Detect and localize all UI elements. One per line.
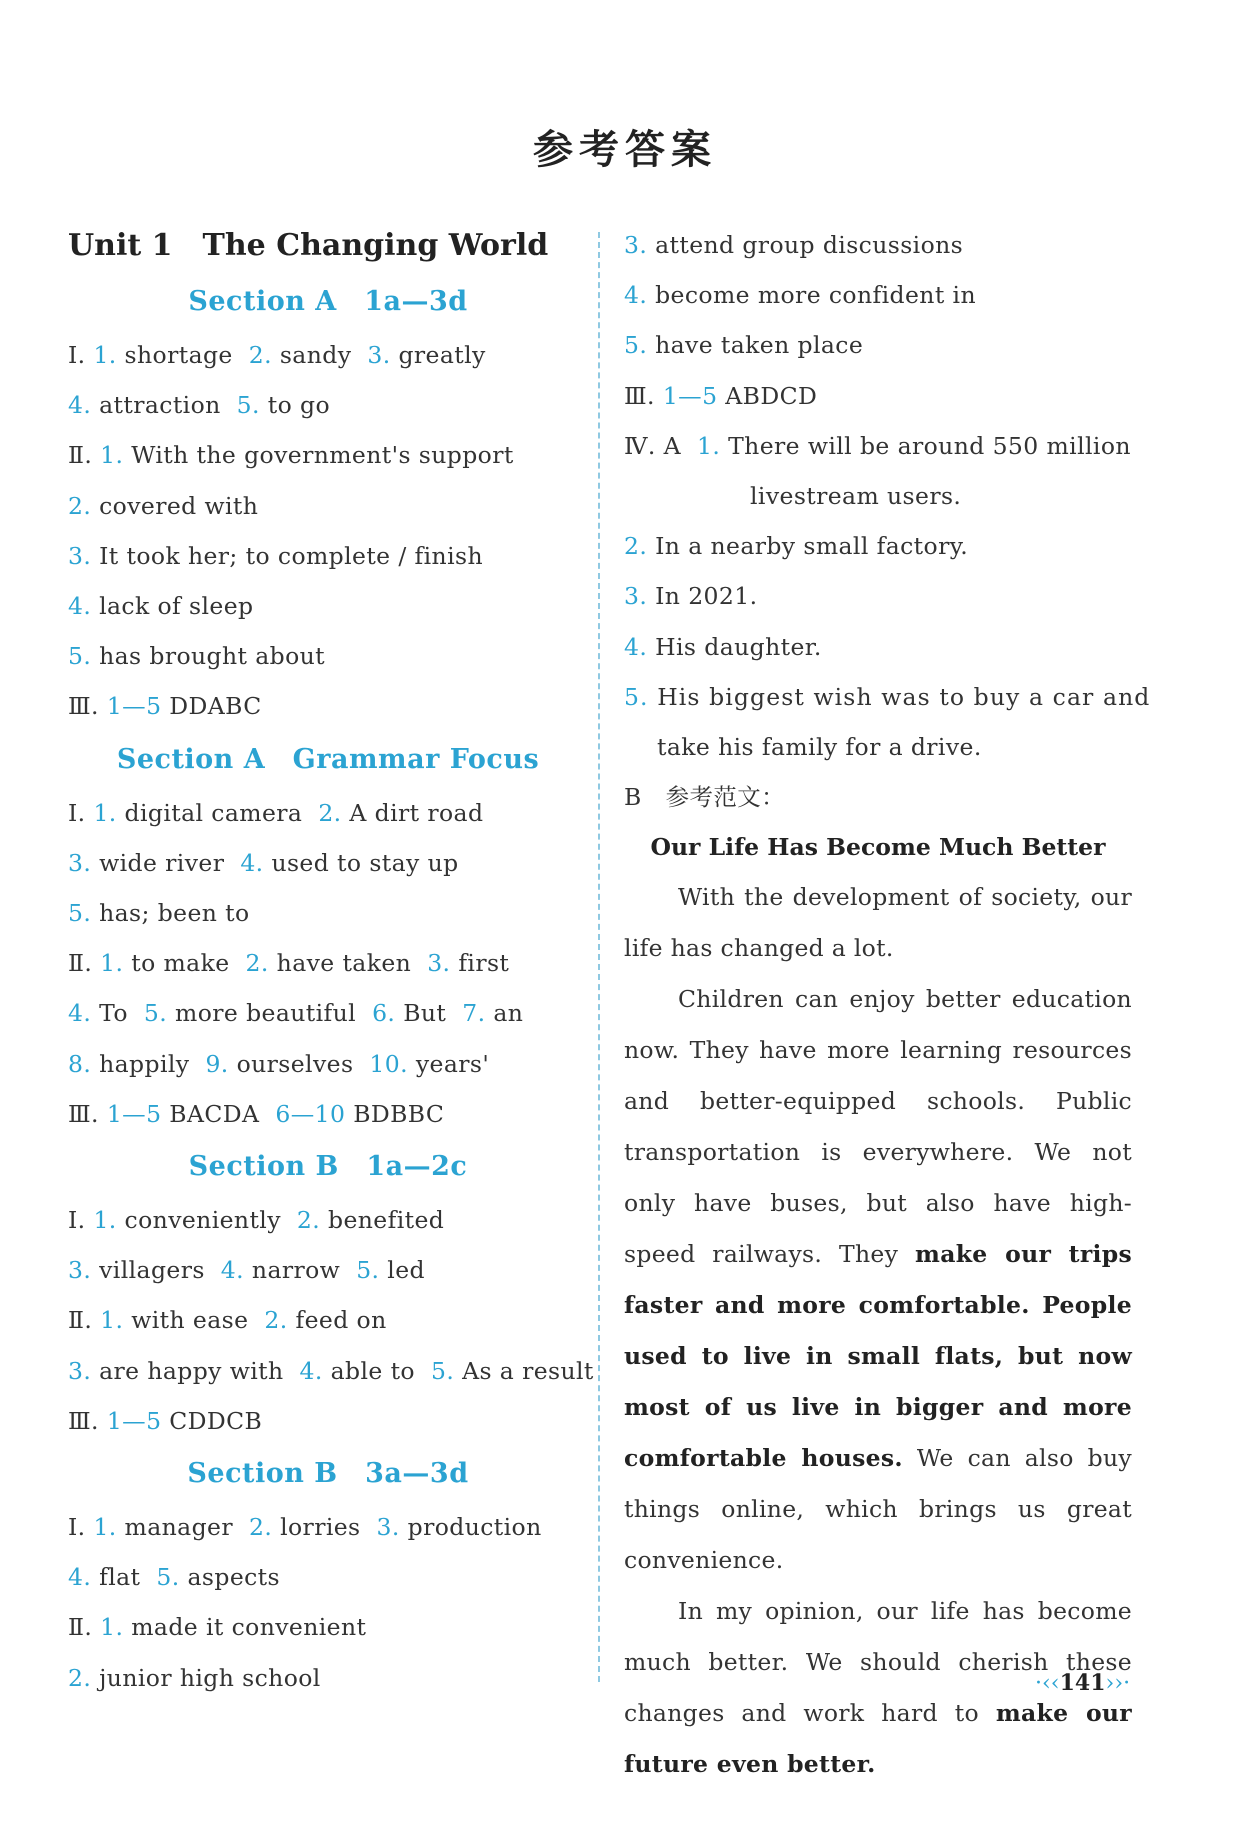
answer-line: 5. has brought about (68, 642, 326, 671)
answer-line: 5. His biggest wish was to buy a car and (624, 682, 1151, 711)
answer-line: Ⅰ. 1. digital camera 2. A dirt road (68, 798, 484, 827)
answer-line: Ⅱ. 1. made it convenient (68, 1613, 367, 1642)
left-column (68, 218, 594, 1703)
answer-line: B 参考范文： (624, 783, 786, 812)
page-title: 参考答案 (533, 126, 717, 173)
unit-heading: Unit 1 The Changing World (68, 228, 549, 263)
answer-line: 4. To 5. more beautiful 6. But 7. an (68, 999, 524, 1028)
answer-line: Ⅰ. 1. shortage 2. sandy 3. greatly (68, 341, 486, 369)
essay-title: Our Life Has Become Much Better (650, 833, 1106, 862)
answer-line: livestream users. (750, 482, 962, 511)
column-divider (598, 232, 600, 1682)
section-heading: Section B 1a—2c (188, 1151, 468, 1183)
answer-line: Ⅱ. 1. with ease 2. feed on (68, 1306, 387, 1335)
answer-line: Ⅰ. 1. conveniently 2. benefited (68, 1206, 445, 1235)
answer-line: 5. has; been to (68, 899, 250, 928)
answer-line: 3. villagers 4. narrow 5. led (68, 1256, 425, 1285)
answer-line: 4. flat 5. aspects (68, 1563, 280, 1592)
answer-line: 2. junior high school (68, 1663, 321, 1692)
answer-line: Ⅱ. 1. to make 2. have taken 3. first (68, 949, 510, 978)
answer-line: 3. It took her; to complete / finish (68, 541, 484, 570)
section-heading: Section B 3a—3d (187, 1458, 469, 1490)
answer-line: 4. attraction 5. to go (68, 391, 331, 420)
answer-line: 5. have taken place (624, 331, 864, 360)
answer-line: 3. attend group discussions (624, 231, 964, 259)
answer-line: 8. happily 9. ourselves 10. years' (68, 1049, 490, 1078)
answer-line: 3. are happy with 4. able to 5. As a result (68, 1356, 594, 1385)
answer-line: 4. His daughter. (624, 632, 822, 661)
answer-line: 3. In 2021. (624, 582, 758, 611)
answer-line: Ⅳ. A 1. There will be around 550 million (624, 431, 1131, 460)
answer-line: 3. wide river 4. used to stay up (68, 848, 459, 877)
answer-line: Ⅲ. 1—5 ABDCD (624, 381, 818, 410)
answer-line: Ⅰ. 1. manager 2. lorries 3. production (68, 1513, 542, 1542)
answer-line: take his family for a drive. (657, 733, 982, 762)
answer-line: Ⅲ. 1—5 BACDA 6—10 BDBBC (68, 1099, 445, 1128)
section-heading: Section A 1a—3d (188, 286, 468, 317)
section-heading: Section A Grammar Focus (116, 743, 540, 775)
answer-line: 2. covered with (68, 491, 259, 520)
answer-line: Ⅱ. 1. With the government's support (68, 441, 514, 470)
right-column (624, 220, 1151, 1790)
answer-line: 4. become more confident in (624, 281, 976, 310)
answer-line: Ⅲ. 1—5 DDABC (68, 692, 262, 721)
essay-paragraph: Children can enjoy better education now. They have more learning resources and better-equipped schools. Public transportation is everywhere. We not only have buses, but also have high-speed railways. They make our trips faster and more comfortable. People used to live in small flats, but now most of us live in bigger and more comfortable houses. We can also buy things online, which brings us great convenience. (624, 985, 1132, 1575)
essay-paragraph: In my opinion, our life has become much better. We should cherish these changes and work hard to make our future even better. (624, 1597, 1132, 1779)
page-number: ·‹‹141››· (1035, 1670, 1131, 1696)
essay-paragraph: With the development of society, our life has changed a lot. (624, 883, 1132, 963)
answer-line: 2. In a nearby small factory. (624, 532, 969, 561)
answer-line: Ⅲ. 1—5 CDDCB (68, 1406, 263, 1435)
answer-line: 4. lack of sleep (68, 592, 254, 621)
